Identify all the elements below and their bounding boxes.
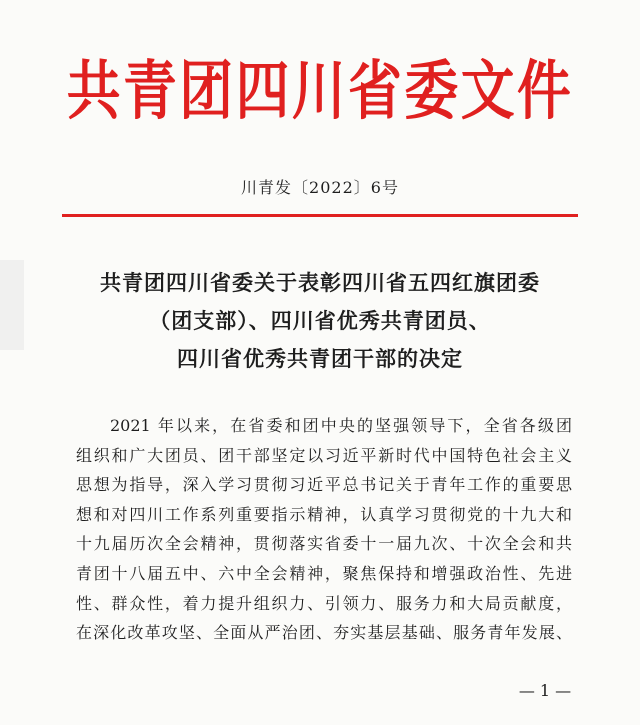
body-line: 思想为指导，深入学习贯彻习近平总书记关于青年工作的重要思 (76, 475, 572, 495)
document-header-title: 共青团四川省委文件 (66, 55, 574, 129)
body-line: 2021 年以来，在省委和团中央的坚强领导下，全省各级团 (110, 416, 572, 435)
red-divider-line (62, 214, 578, 217)
document-number: 川青发〔2022〕6号 (241, 178, 399, 197)
scan-shadow (0, 260, 24, 350)
body-line: 性、群众性，着力提升组织力、引领力、服务力和大局贡献度， (76, 593, 572, 613)
body-line: 在深化改革攻坚、全面从严治团、夯实基层基础、服务青年发展、 (76, 623, 572, 643)
title-line: （团支部）、四川省优秀共青团员、 (149, 309, 491, 333)
document-title (40, 264, 600, 378)
title-line: 四川省优秀共青团干部的决定 (177, 347, 463, 371)
page-number: — 1 — (518, 681, 572, 700)
body-line: 组织和广大团员、团干部坚定以习近平新时代中国特色社会主义 (76, 445, 572, 465)
title-line: 共青团四川省委关于表彰四川省五四红旗团委 (100, 271, 540, 295)
body-line: 十九届历次全会精神，贯彻落实省委十一届九次、十次全会和共 (76, 534, 572, 554)
document-body (76, 411, 572, 648)
body-line: 青团十八届五中、六中全会精神，聚焦保持和增强政治性、先进 (76, 563, 572, 583)
body-line: 想和对四川工作系列重要指示精神，认真学习贯彻党的十九大和 (76, 504, 572, 524)
